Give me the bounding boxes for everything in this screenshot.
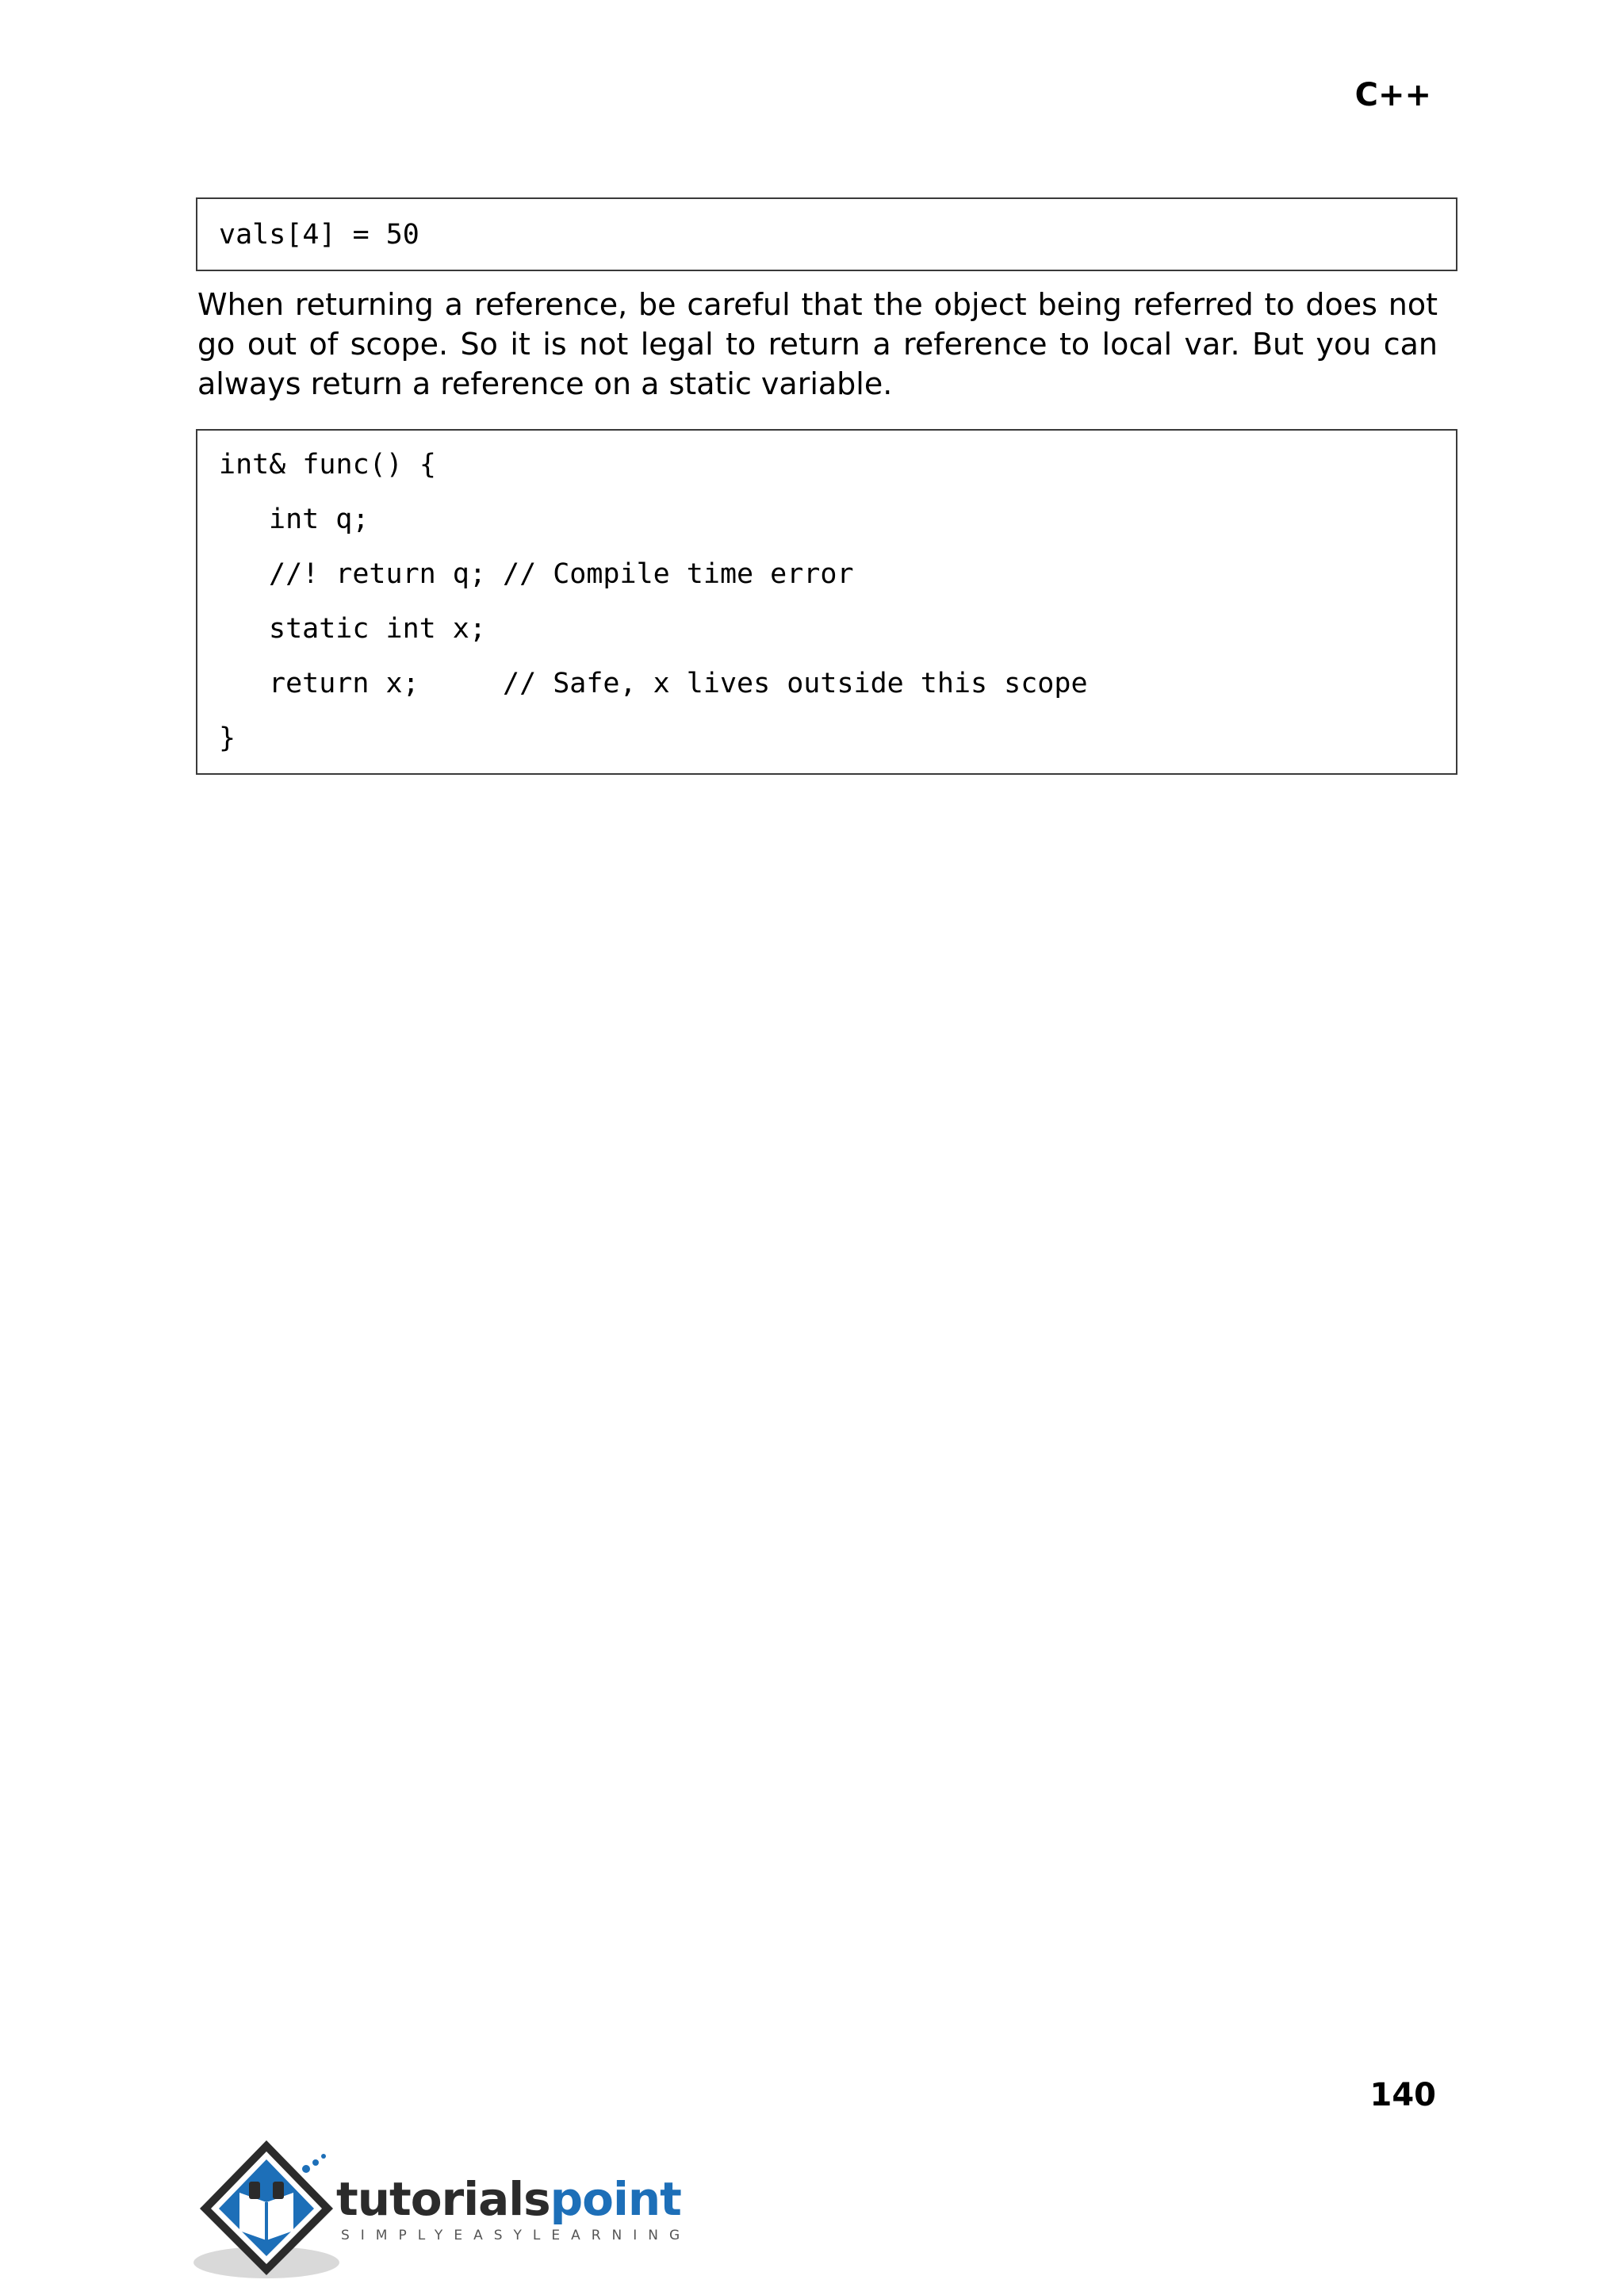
code-block (196, 197, 1457, 271)
code-block (196, 429, 1457, 775)
logo-tagline: SIMPLYEASYLEARNING (341, 2228, 691, 2243)
logo-wordmark: tutorialspoint (336, 2172, 681, 2226)
code-line: } (219, 722, 236, 754)
code-line: int q; (269, 504, 370, 535)
code-line: return x; // Safe, x lives outside this scope (269, 668, 1088, 699)
page-number: 140 (1369, 2077, 1436, 2113)
code-line: vals[4] = 50 (219, 219, 419, 251)
tutorialspoint-logo (193, 2136, 691, 2286)
code-line: //! return q; // Compile time error (269, 558, 854, 590)
code-line: int& func() { (219, 449, 436, 481)
page-header-title: C++ (1354, 77, 1431, 113)
body-paragraph: When returning a reference, be careful that the object being referred to does not go out of scope. So it is not legal to return a reference to local var. But you can always return a reference on a static variable. (197, 287, 1438, 401)
code-line: static int x; (269, 613, 486, 645)
